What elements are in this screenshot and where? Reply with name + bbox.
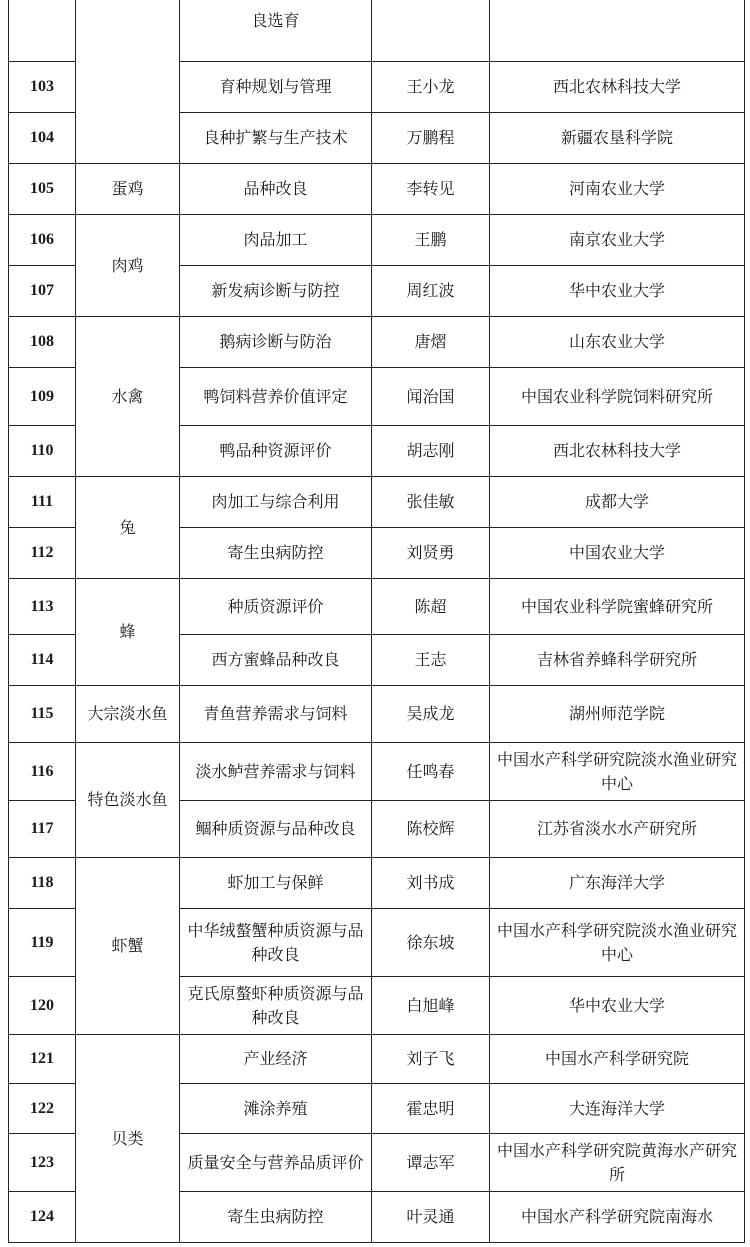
row-number: 109 xyxy=(9,368,76,426)
category-cell xyxy=(76,0,180,164)
person-cell: 白旭峰 xyxy=(372,977,490,1035)
table-row xyxy=(9,686,745,743)
unit-cell: 湖州师范学院 xyxy=(490,686,745,743)
direction-cell: 克氏原螯虾种质资源与品种改良 xyxy=(180,977,372,1035)
row-number: 108 xyxy=(9,317,76,368)
direction-cell: 品种改良 xyxy=(180,164,372,215)
row-number: 110 xyxy=(9,426,76,477)
row-number: 123 xyxy=(9,1134,76,1192)
person-cell: 万鹏程 xyxy=(372,113,490,164)
table-row xyxy=(9,0,745,62)
unit-cell: 大连海洋大学 xyxy=(490,1084,745,1134)
category-cell: 贝类 xyxy=(76,1035,180,1243)
category-cell: 蛋鸡 xyxy=(76,164,180,215)
direction-cell: 寄生虫病防控 xyxy=(180,528,372,579)
table-row xyxy=(9,317,745,368)
row-number xyxy=(9,0,76,62)
expert-table xyxy=(8,0,745,1243)
row-number: 117 xyxy=(9,801,76,858)
row-number: 118 xyxy=(9,858,76,909)
row-number: 124 xyxy=(9,1192,76,1243)
unit-cell: 中国水产科学研究院淡水渔业研究中心 xyxy=(490,909,745,977)
unit-cell: 中国农业科学院蜜蜂研究所 xyxy=(490,579,745,635)
direction-cell: 良种扩繁与生产技术 xyxy=(180,113,372,164)
direction-cell: 鸭饲料营养价值评定 xyxy=(180,368,372,426)
direction-cell: 鸭品种资源评价 xyxy=(180,426,372,477)
table-row xyxy=(9,215,745,266)
category-cell: 兔 xyxy=(76,477,180,579)
unit-cell: 中国农业科学院饲料研究所 xyxy=(490,368,745,426)
row-number: 120 xyxy=(9,977,76,1035)
unit-cell: 广东海洋大学 xyxy=(490,858,745,909)
unit-cell: 西北农林科技大学 xyxy=(490,62,745,113)
direction-cell: 中华绒螯蟹种质资源与品种改良 xyxy=(180,909,372,977)
person-cell: 周红波 xyxy=(372,266,490,317)
person-cell: 胡志刚 xyxy=(372,426,490,477)
row-number: 113 xyxy=(9,579,76,635)
row-number: 116 xyxy=(9,743,76,801)
unit-cell: 华中农业大学 xyxy=(490,266,745,317)
person-cell: 霍忠明 xyxy=(372,1084,490,1134)
unit-cell: 中国水产科学研究院 xyxy=(490,1035,745,1084)
row-number: 103 xyxy=(9,62,76,113)
direction-cell: 滩涂养殖 xyxy=(180,1084,372,1134)
unit-cell: 成都大学 xyxy=(490,477,745,528)
person-cell: 吴成龙 xyxy=(372,686,490,743)
direction-cell: 鲴种质资源与品种改良 xyxy=(180,801,372,858)
person-cell: 张佳敏 xyxy=(372,477,490,528)
unit-cell: 河南农业大学 xyxy=(490,164,745,215)
table-row xyxy=(9,1035,745,1084)
row-number: 106 xyxy=(9,215,76,266)
category-cell: 蜂 xyxy=(76,579,180,686)
person-cell: 徐东坡 xyxy=(372,909,490,977)
category-cell: 水禽 xyxy=(76,317,180,477)
unit-cell: 江苏省淡水水产研究所 xyxy=(490,801,745,858)
direction-cell: 虾加工与保鲜 xyxy=(180,858,372,909)
person-cell: 闻治国 xyxy=(372,368,490,426)
row-number: 115 xyxy=(9,686,76,743)
person-cell: 陈校辉 xyxy=(372,801,490,858)
row-number: 122 xyxy=(9,1084,76,1134)
unit-cell xyxy=(490,0,745,62)
row-number: 104 xyxy=(9,113,76,164)
direction-cell: 西方蜜蜂品种改良 xyxy=(180,635,372,686)
row-number: 107 xyxy=(9,266,76,317)
unit-cell: 西北农林科技大学 xyxy=(490,426,745,477)
person-cell: 刘子飞 xyxy=(372,1035,490,1084)
unit-cell: 南京农业大学 xyxy=(490,215,745,266)
person-cell: 任鸣春 xyxy=(372,743,490,801)
table-row xyxy=(9,579,745,635)
row-number: 114 xyxy=(9,635,76,686)
category-cell: 大宗淡水鱼 xyxy=(76,686,180,743)
direction-cell: 种质资源评价 xyxy=(180,579,372,635)
table-row xyxy=(9,477,745,528)
row-number: 119 xyxy=(9,909,76,977)
direction-cell: 良选育 xyxy=(180,0,372,62)
unit-cell: 中国水产科学研究院淡水渔业研究中心 xyxy=(490,743,745,801)
category-cell: 特色淡水鱼 xyxy=(76,743,180,858)
table-row xyxy=(9,858,745,909)
unit-cell: 中国水产科学研究院黄海水产研究所 xyxy=(490,1134,745,1192)
person-cell: 李转见 xyxy=(372,164,490,215)
direction-cell: 肉品加工 xyxy=(180,215,372,266)
direction-cell: 鹅病诊断与防治 xyxy=(180,317,372,368)
row-number: 121 xyxy=(9,1035,76,1084)
person-cell: 叶灵通 xyxy=(372,1192,490,1243)
unit-cell: 吉林省养蜂科学研究所 xyxy=(490,635,745,686)
person-cell: 刘书成 xyxy=(372,858,490,909)
row-number: 111 xyxy=(9,477,76,528)
direction-cell: 产业经济 xyxy=(180,1035,372,1084)
table-row xyxy=(9,164,745,215)
row-number: 112 xyxy=(9,528,76,579)
unit-cell: 中国农业大学 xyxy=(490,528,745,579)
row-number: 105 xyxy=(9,164,76,215)
category-cell: 虾蟹 xyxy=(76,858,180,1035)
direction-cell: 淡水鲈营养需求与饲料 xyxy=(180,743,372,801)
direction-cell: 寄生虫病防控 xyxy=(180,1192,372,1243)
person-cell: 王鹏 xyxy=(372,215,490,266)
unit-cell: 新疆农垦科学院 xyxy=(490,113,745,164)
unit-cell: 中国水产科学研究院南海水 xyxy=(490,1192,745,1243)
person-cell: 王志 xyxy=(372,635,490,686)
direction-cell: 青鱼营养需求与饲料 xyxy=(180,686,372,743)
direction-cell: 育种规划与管理 xyxy=(180,62,372,113)
person-cell: 王小龙 xyxy=(372,62,490,113)
person-cell: 陈超 xyxy=(372,579,490,635)
unit-cell: 山东农业大学 xyxy=(490,317,745,368)
table-row xyxy=(9,743,745,801)
person-cell: 唐熠 xyxy=(372,317,490,368)
person-cell: 谭志军 xyxy=(372,1134,490,1192)
direction-cell: 质量安全与营养品质评价 xyxy=(180,1134,372,1192)
person-cell: 刘贤勇 xyxy=(372,528,490,579)
direction-cell: 肉加工与综合利用 xyxy=(180,477,372,528)
category-cell: 肉鸡 xyxy=(76,215,180,317)
direction-cell: 新发病诊断与防控 xyxy=(180,266,372,317)
person-cell xyxy=(372,0,490,62)
unit-cell: 华中农业大学 xyxy=(490,977,745,1035)
